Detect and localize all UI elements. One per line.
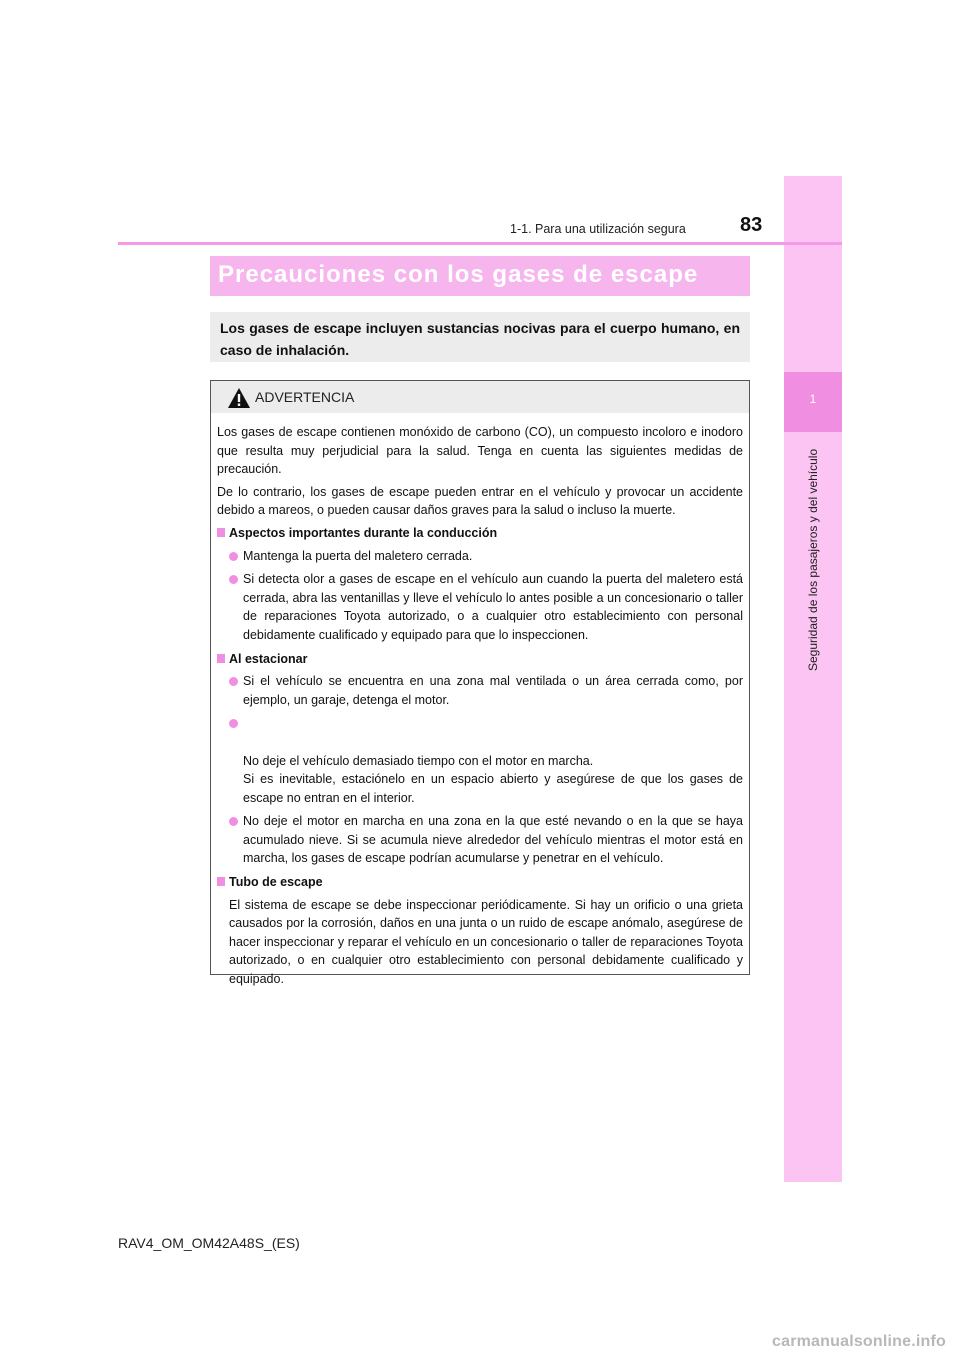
list-item (217, 714, 743, 807)
list-item-text: Si detecta olor a gases de escape en el vehículo aun cuando la puerta del maletero está cerrada, abra las ventanillas y lleve el vehículo lo antes posible a un concesionario o taller de reparaciones Toyota autorizado, o a cualquier otro establecimiento con personal debidamente cualificado y equipado para que lo inspeccionen. (243, 572, 743, 642)
page-title: Precauciones con los gases de escape (218, 261, 699, 288)
watermark: carmanualsonline.info (772, 1333, 947, 1350)
warning-paragraph: Los gases de escape contienen monóxido de carbono (CO), un compuesto incoloro e inodoro que resulta muy perjudicial para la salud. Tenga en cuenta las siguientes medidas de precaución. (217, 425, 743, 477)
square-bullet-icon (217, 877, 225, 886)
subsection-heading (217, 650, 743, 669)
section-label: 1-1. Para una utilización segura (510, 222, 686, 236)
circle-bullet-icon (229, 817, 238, 826)
circle-bullet-icon (229, 552, 238, 561)
list-item (217, 672, 743, 709)
circle-bullet-icon (229, 719, 238, 728)
list-item-text: No deje el vehículo demasiado tiempo con el motor en marcha. Si es inevitable, estaciónelo en un espacio abierto y asegúrese de que los gases de escape no entran en el interior. (243, 753, 743, 805)
warning-body (217, 423, 743, 989)
subsection-heading (217, 524, 743, 543)
document-code: RAV4_OM_OM42A48S_(ES) (118, 1235, 300, 1251)
list-item-text: Mantenga la puerta del maletero cerrada. (243, 548, 473, 563)
square-bullet-icon (217, 528, 225, 537)
square-bullet-icon (217, 654, 225, 663)
subsection-heading-text: Aspectos importantes durante la conducción (229, 525, 498, 540)
warning-triangle-icon (227, 387, 251, 409)
list-item (217, 570, 743, 644)
warning-header (211, 381, 749, 413)
title-bar (210, 256, 750, 296)
list-item (217, 812, 743, 868)
intro-text: Los gases de escape incluyen sustancias nocivas para el cuerpo humano, en caso de inhalación. (220, 320, 740, 358)
circle-bullet-icon (229, 575, 238, 584)
page-number: 83 (740, 214, 763, 236)
subsection-text: El sistema de escape se debe inspeccionar periódicamente. Si hay un orificio o una grieta causados por la corrosión, daños en una junta o un ruido de escape anómalo, asegúrese de hacer inspeccionar y reparar el vehículo en un concesionario o taller de reparaciones Toyota autorizado, o en cualquier otro establecimiento con personal debidamente cualificado y equipado. (229, 897, 743, 987)
list-item-text: Si el vehículo se encuentra en una zona mal ventilada o un área cerrada como, por ejemplo, un garaje, detenga el motor. (243, 674, 743, 707)
warning-heading: ADVERTENCIA (255, 389, 355, 405)
chapter-number: 1 (809, 392, 817, 406)
list-item-text: No deje el motor en marcha en una zona en la que esté nevando o en la que se haya acumulado nieve. Si se acumula nieve alrededor del vehículo mientras el motor está en marcha, los gases de escape podrían acumularse y penetrar en el vehículo. (243, 814, 743, 866)
warning-paragraph: De lo contrario, los gases de escape pueden entrar en el vehículo y provocar un accidente debido a mareos, o pueden causar daños graves para la salud o incluso la muerte. (217, 484, 743, 518)
circle-bullet-icon (229, 677, 238, 686)
subsection-heading-text: Tubo de escape (229, 875, 323, 890)
subsection-heading-text: Al estacionar (229, 651, 308, 666)
subsection-heading (217, 873, 743, 892)
header-rule (118, 242, 842, 245)
intro-box (210, 312, 750, 362)
chapter-title: Seguridad de los pasajeros y del vehículo (806, 448, 820, 672)
warning-box (210, 380, 750, 987)
list-item (217, 547, 743, 566)
